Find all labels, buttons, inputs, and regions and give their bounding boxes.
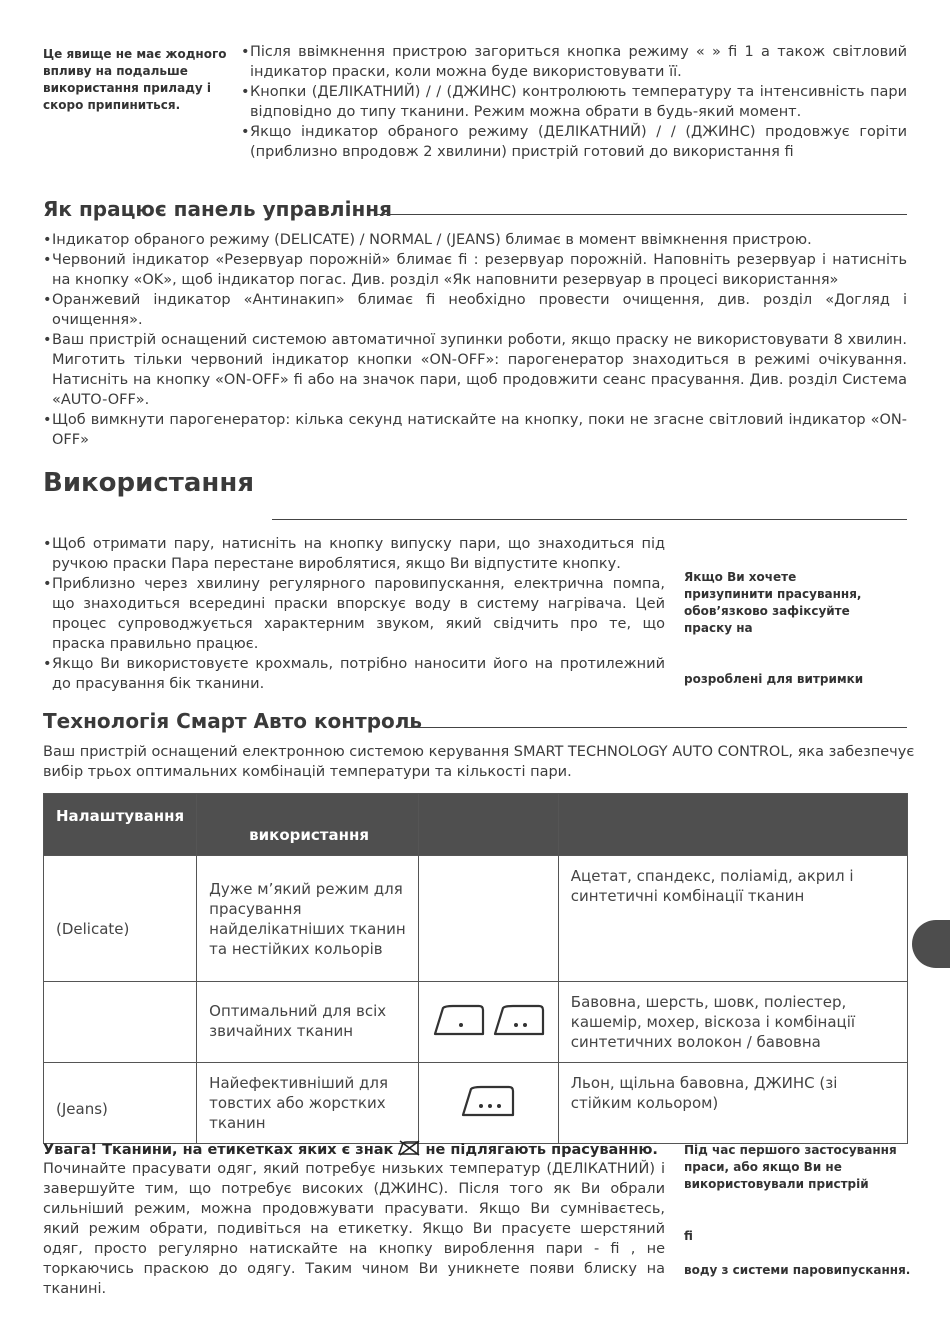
icon-cell [419,856,558,982]
header-fabrics [558,794,907,856]
fabrics-cell: Ацетат, спандекс, поліамід, акрил і синтетичні комбінації тканин [558,856,907,982]
setting-cell: (Jeans) [44,1063,197,1144]
smart-heading: Технологія Смарт Авто контроль [43,709,423,733]
icon-cell [419,982,558,1063]
panel-bullet: • Оранжевий індикатор «Антинакип» блимає ﬁ необхідно провести очищення, див. розділ «Догляд і очищення». [43,290,907,330]
panel-heading-rule [375,214,907,215]
iron-one-dot-icon [435,1006,483,1034]
usage-bullets [43,534,665,694]
warning-title [43,1140,658,1158]
fabrics-cell: Льон, щільна бавовна, ДЖИНС (зі стійким кольором) [558,1063,907,1144]
settings-table [43,793,908,1144]
smart-heading-rule [405,727,907,728]
panel-bullet: • Щоб вимкнути парогенератор: кілька секунд натискайте на кнопку, поки не згасне світловий індикатор «ON-OFF» [43,410,907,450]
side-note-usage-2: розроблені для витримки [684,672,864,686]
panel-bullet: • Індикатор обраного режиму (DELICATE) / NORMAL / (JEANS) блимає в момент ввімкнення пристрою. [43,230,907,250]
warning-bold-before: Увага! Тканини, на етикетках яких є знак [43,1142,394,1158]
section-tab-marker [912,920,950,968]
intro-bullet: • Якщо індикатор обраного режиму (ДЕЛІКАТНИЙ) / / (ДЖИНС) продовжує горіти (приблизно впродовж 2 хвилини) пристрій готовий до використання ﬁ [241,122,907,162]
usage-bullet: • Приблизно через хвилину регулярного паровипускання, електрична помпа, що знаходиться всередині праски впорскує воду в систему нагрівача. Цей процес супроводжується характерним звуком, який свідчить про те, що праска правильно працює. [43,574,665,654]
use-cell: Дуже м’який режим для прасування найделікатніших тканин та нестійких кольорів [197,856,419,982]
panel-bullets [43,230,907,450]
no-ironing-icon [398,1140,420,1156]
side-note-usage-1: Якщо Ви хочете призупинити прасування, обов’язково зафіксуйте праску на [684,570,862,635]
intro-bullet: • Після ввімкнення пристрою загориться кнопка режиму « » ﬁ 1 а також світловий індикатор праски, коли можна буде використовувати її. [241,42,907,82]
use-cell: Оптимальний для всіх звичайних тканин [197,982,419,1063]
iron-two-dots-icon [495,1006,543,1034]
icon-cell [419,1063,558,1144]
warning-paragraph: Починайте прасувати одяг, який потребує низьких температур (ДЕЛІКАТНИЙ) і завершуйте тим, що потребує високих (ДЖИНС). Після того як Ви обрали сильніший режим, можна продовжувати прасувати. Якщо Ви сумніваєтесь, який режим обрати, подивіться на етикетку. Якщо Ви прасуєте шерстяний одяг, просто регулярно натискайте на кнопку вироблення пари - ﬁ , не торкаючись праскою до одягу. Таким чином Ви уникнете появи блиску на тканині. [43,1161,665,1297]
header-icon [419,794,558,856]
side-note-bottom-2: ﬁ [684,1229,693,1243]
smart-intro: Ваш пристрій оснащений електронною системою керування SMART TECHNOLOGY AUTO CONTROL, яка забезпечує вибір трьох оптимальних комбінацій температури та кількості пари. [43,744,915,780]
header-settings: Налаштування [44,794,197,856]
fabrics-cell: Бавовна, шерсть, шовк, поліестер, кашемір, мохер, віскоза і комбінації синтетичних волокон / бавовна [558,982,907,1063]
panel-bullet: • Ваш пристрій оснащений системою автоматичної зупинки роботи, якщо праску не використовувати 8 хвилин. Миготить тільки червоний індикатор кнопки «ON-OFF»: парогенератор знаходиться в режимі очікування. Натисніть на кнопку «ON-OFF» ﬁ або на значок пари, щоб продовжити сеанс прасування. Див. розділ Система «AUTO-OFF». [43,330,907,410]
iron-icons [433,1002,545,1038]
intro-bullet: • Кнопки (ДЕЛІКАТНИЙ) / / (ДЖИНС) контролюють температуру та інтенсивність пари відповідно до типу тканини. Режим можна обрати в будь-який момент. [241,82,907,122]
side-note-top: Це явище не має жодного впливу на подальше використання приладу і скоро припиниться. [43,47,227,112]
table-row [44,1063,908,1144]
panel-heading: Як працює панель управління [43,197,392,221]
table-row [44,982,908,1063]
setting-cell [44,982,197,1063]
use-cell: Найефективніший для товстих або жорстких тканин [197,1063,419,1144]
panel-bullet: • Червоний індикатор «Резервуар порожній» блимає ﬁ : резервуар порожній. Наповніть резервуар і натисніть на кнопку «OK», щоб індикатор погас. Див. розділ «Як наповнити резервуар в процесі використання» [43,250,907,290]
usage-bullet: • Щоб отримати пару, натисніть на кнопку випуску пари, що знаходиться під ручкою праски Пара перестане вироблятися, якщо Ви відпустите кнопку. [43,534,665,574]
header-usage: використання [197,794,419,856]
usage-bullet: • Якщо Ви використовуєте крохмаль, потрібно наносити його на протилежний до прасування бік тканини. [43,654,665,694]
side-note-bottom-3: воду з системи паровипускання. [684,1263,911,1277]
usage-heading: Використання [43,468,255,498]
side-note-bottom-1: Під час першого застосування праси, або якщо Ви не використовували пристрій [684,1143,897,1191]
intro-bullets [241,42,907,162]
table-header-row [44,794,908,856]
table-row [44,856,908,982]
usage-heading-rule [272,519,907,520]
warning-bold-after: не підлягають прасуванню. [425,1142,658,1158]
setting-cell: (Delicate) [44,856,197,982]
iron-three-dots-icon [461,1083,517,1119]
